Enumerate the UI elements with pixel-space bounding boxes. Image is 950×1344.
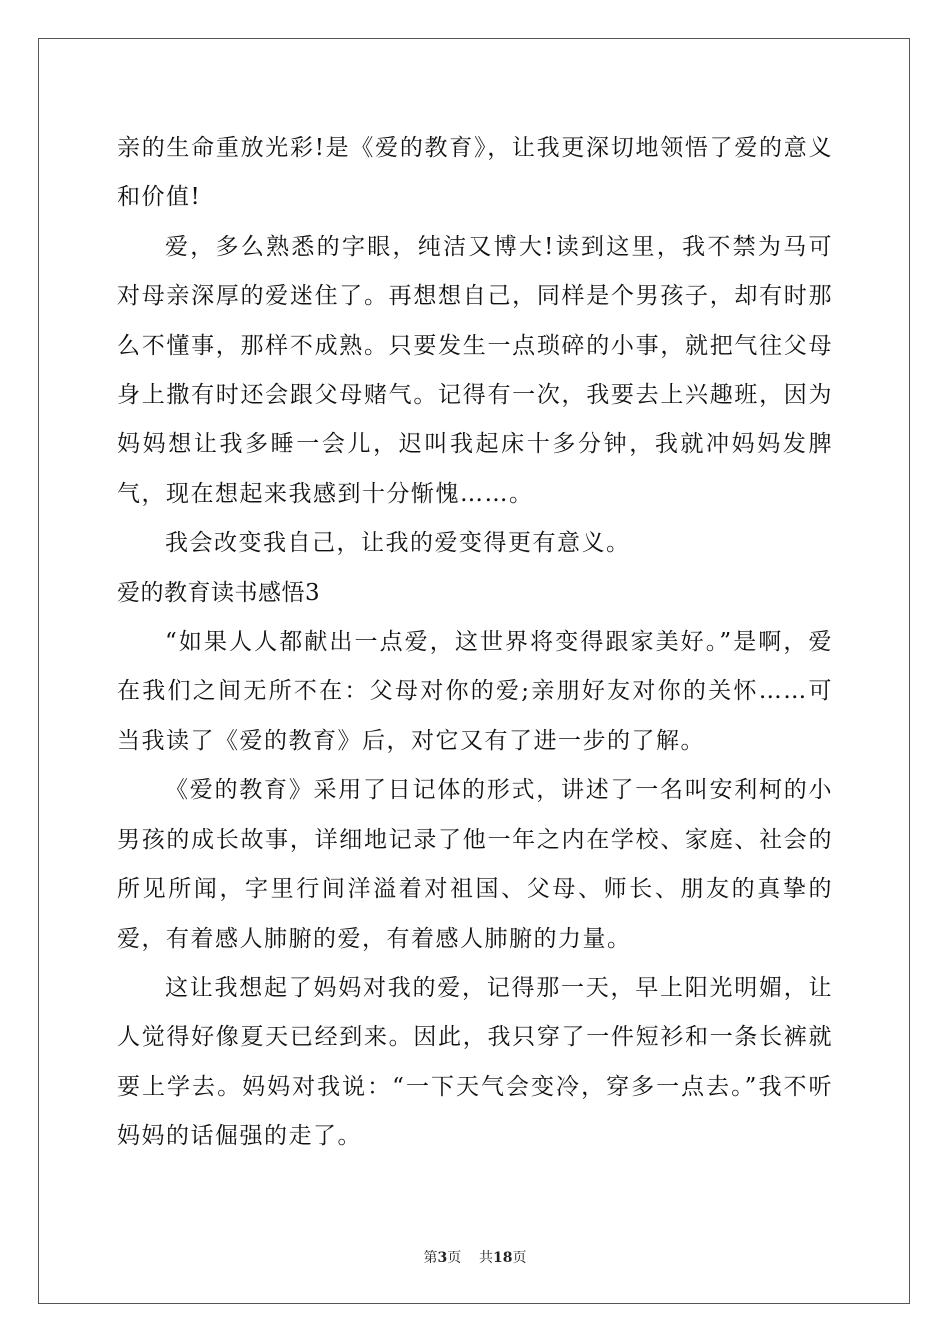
footer-total-pages: 18 [493,1250,513,1266]
footer-total-suffix: 页 [512,1250,527,1266]
paragraph-4: “如果人人都献出一点爱，这世界将变得跟家美好。”是啊，爱在我们之间无所不在：父母对你的爱;亲朋好友对你的关怀……可当我读了《爱的教育》后，对它又有了进一步的了解。 [117,629,833,754]
footer-page-number: 3 [437,1250,448,1266]
footer-page-prefix: 第 [423,1250,438,1266]
paragraph-3: 我会改变我自己，让我的爱变得更有意义。 [165,530,631,557]
paragraph-2: 爱，多么熟悉的字眼，纯洁又博大!读到这里，我不禁为马可对母亲深厚的爱迷住了。再想想自己，同样是个男孩子，却有时那么不懂事，那样不成熟。只要发生一点琐碎的小事，就把气往父母身上撒有时还会跟父母赌气。记得有一次，我要去上兴趣班，因为妈妈想让我多睡一会儿，迟叫我起床十多分钟，我就冲妈妈发脾气，现在想起来我感到十分惭愧……。 [117,233,833,507]
page-footer [0,1247,950,1267]
paragraph-1: 亲的生命重放光彩!是《爱的教育》，让我更深切地领悟了爱的意义和价值! [117,135,833,211]
footer-total-prefix: 共 [479,1250,494,1266]
section-heading: 爱的教育读书感悟3 [117,579,321,606]
footer-page-suffix: 页 [447,1250,462,1266]
paragraph-5: 《爱的教育》采用了日记体的形式，讲述了一名叫安利柯的小男孩的成长故事，详细地记录了他一年之内在学校、家庭、社会的所见所闻，字里行间洋溢着对祖国、父母、师长、朋友的真挚的爱，有着感人肺腑的爱，有着感人肺腑的力量。 [117,777,833,952]
paragraph-6: 这让我想起了妈妈对我的爱，记得那一天，早上阳光明媚，让人觉得好像夏天已经到来。因此，我只穿了一件短衫和一条长裤就要上学去。妈妈对我说：“一下天气会变冷，穿多一点去。”我不听妈妈的话倔强的走了。 [117,974,833,1150]
document-body [117,124,833,1162]
